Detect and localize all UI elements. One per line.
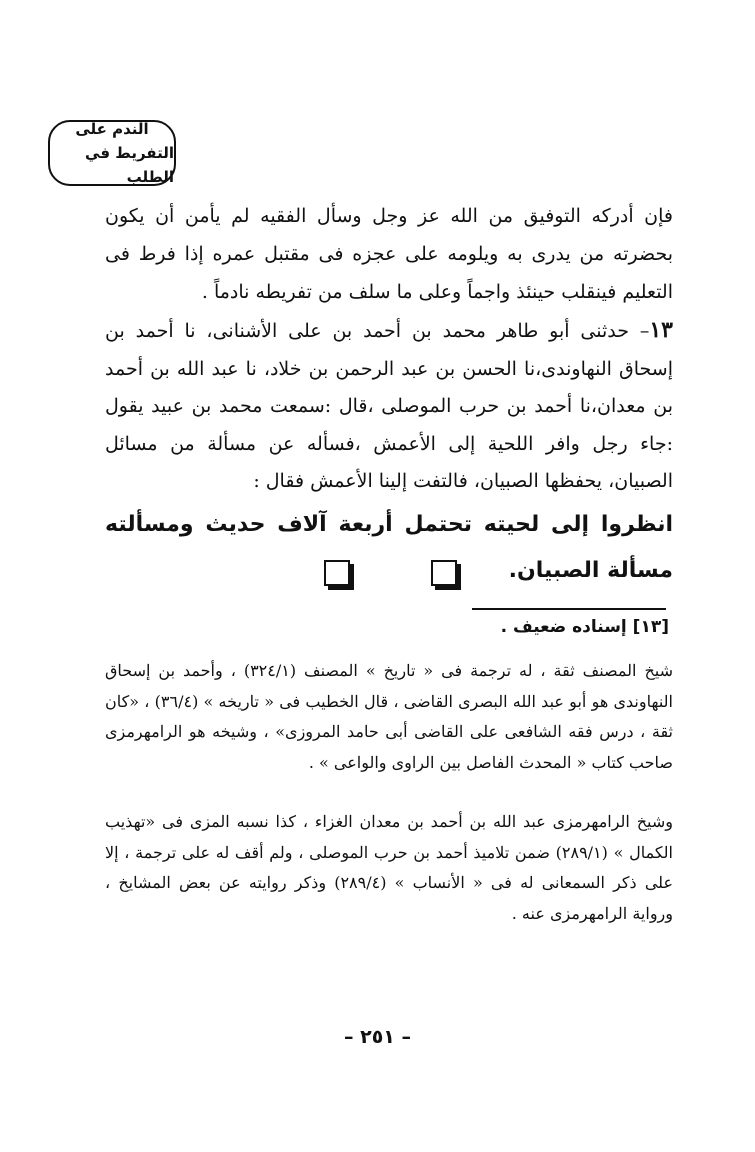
square-ornament-icon xyxy=(324,560,350,586)
footnote-divider xyxy=(472,608,666,610)
page-number: – ٢٥١ – xyxy=(343,1026,412,1048)
chapter-header-line1: الندم على xyxy=(75,120,149,138)
footnote-paragraph-2: وشيخ الرامهرمزى عبد الله بن أحمد بن معدان الغزاء ، كذا نسبه المزى فى «تهذيب الكمال » (٢٨٩/١) ضمن تلاميذ أحمد بن حرب الموصلى ، ولم أقف له على ترجمة ، إلا على ذكر السمعانى له فى « الأنساب » (٢٨٩/٤) وذكر روايته عن بعض المشايخ ، ورواية الرامهرمزى عنه . xyxy=(105,812,674,923)
square-ornament-icon xyxy=(431,560,457,586)
chapter-header-line2: التفريط في الطلب xyxy=(85,144,174,186)
narration-number: ١٣ xyxy=(649,317,673,343)
paragraph-narration xyxy=(105,312,673,501)
footnote-heading: [١٣] إسناده ضعيف . xyxy=(500,617,669,637)
bold-quote: انظروا إلى لحيته تحتمل أربعة آلاف حديث ومسألته مسألة الصبيان. xyxy=(105,512,673,583)
paragraph-intro: فإن أدركه التوفيق من الله عز وجل وسأل الفقيه لم يأمن أن يكون بحضرته من يدرى به ويلومه على عجزه فى مقتبل عمره إذا فرط فى التعليم فينقلب حينئذ واجماً وعلى ما سلف من تفريطه نادماً . xyxy=(105,205,673,303)
chapter-header-box xyxy=(48,120,176,186)
narration-text: – حدثنى أبو طاهر محمد بن أحمد بن على الأشنانى، نا أحمد بن إسحاق النهاوندى،نا الحسن بن عبد الرحمن بن خلاد، نا عبد الله بن أحمد بن معدان،نا أحمد بن حرب الموصلى ،قال :سمعت محمد بن عبيد يقول :جاء رجل وافر اللحية إلى الأعمش ،فسأله عن مسألة من مسائل الصبيان، يحفظها الصبيان، فالتفت إلينا الأعمش فقال : xyxy=(105,320,673,492)
footnote-paragraph-1: شيخ المصنف ثقة ، له ترجمة فى « تاريخ » المصنف (٣٢٤/١) ، وأحمد بن إسحاق النهاوندى هو أبو عبد الله البصرى القاضى ، قال الخطيب فى « تاريخه » (٣٦/٤) ، «كان ثقة ، درس فقه الشافعى على القاضى أبى حامد المروزى» ، وشيخه هو الرامهرمزى صاحب كتاب « المحدث الفاصل بين الراوى والواعى » . xyxy=(105,661,674,772)
